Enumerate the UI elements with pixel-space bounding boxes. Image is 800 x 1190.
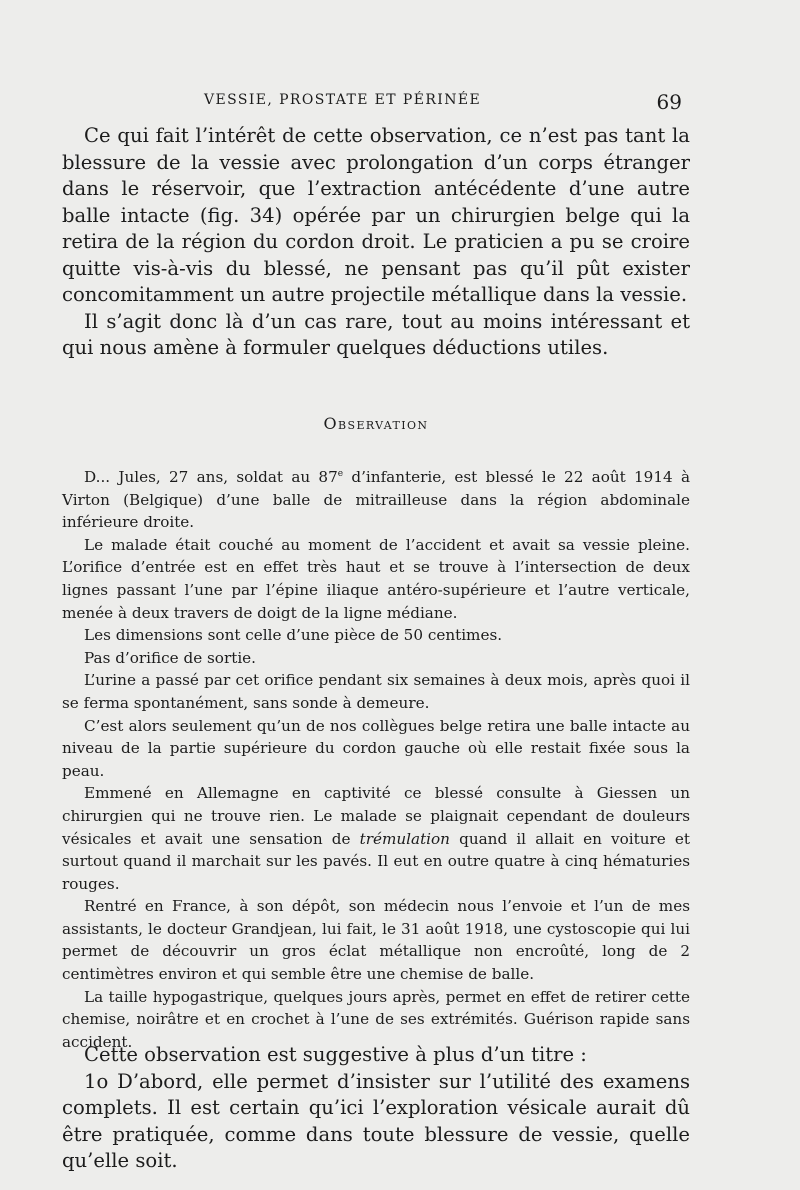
observation-paragraph: Le malade était couché au moment de l’accident et avait sa vessie pleine. L’orifice d’entrée est en effet très haut et se trouve à l’intersection de deux lignes passant l’une par l’épine iliaque antéro-supérieure et l’autre verticale, menée à deux travers de doigt de la ligne médiane.: [62, 535, 690, 622]
observation-paragraph: Les dimensions sont celle d’une pièce de 50 centimes.: [84, 626, 503, 645]
conclusion-paragraph: 1o D’abord, elle permet d’insister sur l’utilité des examens complets. Il est certain qu’ici l’exploration vésicale aurait dû être pratiquée, comme dans toute blessure de vessie, quelle qu’elle soit.: [62, 1069, 690, 1172]
intro-paragraph: Il s’agit donc là d’un cas rare, tout au moins intéressant et qui nous amène à formuler quelques déductions utiles.: [62, 309, 690, 359]
observation-paragraph: L’urine a passé par cet orifice pendant six semaines à deux mois, après quoi il se ferma spontanément, sans sonde à demeure.: [62, 671, 690, 712]
page-header: [62, 90, 690, 116]
conclusion-paragraph: Cette observation est suggestive à plus d’un titre :: [84, 1043, 587, 1066]
observation-paragraph: [62, 466, 690, 534]
conclusion-section: [62, 1042, 690, 1175]
section-heading: Observation: [323, 414, 429, 433]
observation-paragraph: La taille hypogastrique, quelques jours après, permet en effet de retirer cette chemise, noirâtre et en crochet à l’une de ses extrémités. Guérison rapide sans accident.: [62, 987, 690, 1051]
observation-text: quand il allait en voiture et surtout quand il marchait sur les pavés. Il eut en outre quatre à cinq hématuries rouges.: [62, 829, 690, 893]
page-number: 69: [656, 90, 682, 114]
intro-section: [62, 123, 690, 362]
section-heading-wrap: [62, 414, 690, 433]
ordinal-superscript: e: [337, 468, 344, 479]
emphasis-term: trémulation: [359, 829, 450, 848]
intro-paragraph: Ce qui fait l’intérêt de cette observation, ce n’est pas tant la blessure de la vessie avec prolongation d’un corps étranger dans le réservoir, que l’extraction antécédente d’une autre balle intacte (fig. 34) opérée par un chirurgien belge qui la retira de la région du cordon droit. Le praticien a pu se croire quitte vis-à-vis du blessé, ne pensant pas qu’il pût exister concomitamment un autre projectile métallique dans la vessie.: [62, 124, 690, 306]
running-title: VESSIE, PROSTATE ET PÉRINÉE: [204, 92, 482, 108]
observation-paragraph: C’est alors seulement qu’un de nos collègues belge retira une balle intacte au niveau de la partie supérieure du cordon gauche où elle restait fixée sous la peau.: [62, 716, 690, 780]
observation-section: [62, 466, 690, 1053]
observation-text: d’infanterie, est blessé le 22 août 1914 à Virton (Belgique) d’une balle de mitrailleuse dans la région abdominale inférieure droite.: [62, 468, 690, 532]
observation-text: Emmené en Allemagne en captivité ce blessé consulte à Giessen un chirurgien qui ne trouve rien. Le malade se plaignait cependant de douleurs vésicales et avait une sensation de: [62, 784, 690, 848]
observation-paragraph: [62, 782, 690, 895]
observation-paragraph: Pas d’orifice de sortie.: [84, 648, 256, 667]
observation-text: D... Jules, 27 ans, soldat au 87: [84, 468, 338, 486]
observation-paragraph: Rentré en France, à son dépôt, son médecin nous l’envoie et l’un de mes assistants, le docteur Grandjean, lui fait, le 31 août 1918, une cystoscopie qui lui permet de découvrir un gros éclat métallique non encroûté, long de 2 centimètres environ et qui semble être une chemise de balle.: [62, 897, 690, 984]
